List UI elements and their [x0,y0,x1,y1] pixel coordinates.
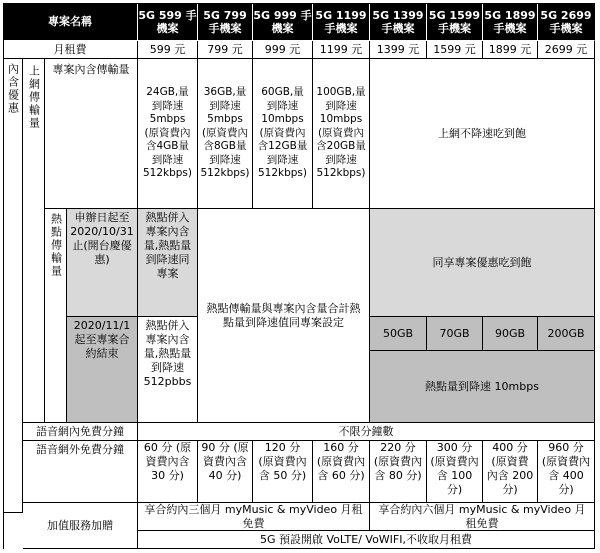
value-added-low: 享合約內三個月 myMusic & myVideo 月租免費 [138,503,370,531]
monthly-fee-1899: 1899 元 [483,41,538,59]
monthly-fee-799: 799 元 [198,41,253,59]
header-plan-599: 5G 599 手機案 [138,3,198,41]
header-plan-1399: 5G 1399 手機案 [370,3,427,41]
hotspot-high-quota-1599: 70GB [427,317,483,351]
voice-off-net-999: 120 分 (原資費內含 50 分) [253,441,313,503]
value-added-label: 加值服務加贈 [23,503,138,549]
voice-off-net-label: 語音網外免費分鐘 [23,441,138,503]
monthly-fee-999: 999 元 [253,41,313,59]
header-plan-1199: 5G 1199 手機案 [313,3,370,41]
hotspot-high-quota-2699: 200GB [538,317,595,351]
internet-transfer-label [23,59,45,423]
hotspot-high-quota-1399: 50GB [370,317,427,351]
in-contract-offer-label [3,59,23,513]
hotspot-period2-low: 熱點併入專案內含量,熱點量到降速512pbbs [138,317,198,423]
voice-off-net-1399: 220 分 (原資費內含 80 分) [370,441,427,503]
in-contract-offer-text: 內含優惠 [6,63,20,115]
hotspot-period1-label: 申辦日起至2020/10/31止(開台慶優惠) [67,209,138,317]
monthly-fee-599: 599 元 [138,41,198,59]
in-plan-data-label: 專案內含傳輸量 [45,59,138,209]
monthly-fee-1399: 1399 元 [370,41,427,59]
voice-off-net-1599: 300 分 (原資費內含 100 分) [427,441,483,503]
header-plan-1899: 5G 1899 手機案 [483,3,538,41]
header-plan-1599: 5G 1599 手機案 [427,3,483,41]
voice-off-net-599: 60 分 (原資費內含 30 分) [138,441,198,503]
header-project-name: 專案名稱 [3,3,138,41]
voice-off-net-1899: 400 分 (原資費內含 200 分) [483,441,538,503]
hotspot-high-throttle: 熱點量到降速 10mbps [370,351,595,423]
header-plan-2699: 5G 2699 手機案 [538,3,595,41]
monthly-fee-label: 月租費 [3,41,138,59]
internet-transfer-text: 上網傳輸量 [27,65,41,130]
hotspot-high-unlimited: 同享專案優惠吃到飽 [370,209,595,317]
data-quota-999: 60GB,量到降速10mbps (原資費內含12GB量到降速512kbps) [253,59,313,209]
hotspot-data-label [45,209,67,423]
value-added-high: 享合約內六個月 myMusic & myVideo 月租免費 [370,503,595,531]
monthly-fee-1599: 1599 元 [427,41,483,59]
voice-on-net-value: 不限分鐘數 [138,423,595,441]
data-quota-599: 24GB,量到降速5mbps (原資費內含4GB量到降速512kbps) [138,59,198,209]
hotspot-data-text: 熱點傳輸量 [49,213,63,278]
hotspot-mid-plans: 熱點傳輸量與專案內含量合計熱點量到降速值同專案設定 [198,209,370,423]
value-added-volte: 5G 預設開啟 VoLTE/ VoWIFI,不收取月租費 [138,531,595,549]
header-plan-799: 5G 799 手機案 [198,3,253,41]
header-plan-999: 5G 999 手機案 [253,3,313,41]
plan-comparison-table [3,3,595,549]
hotspot-period2-label: 2020/11/1起至專案合約結束 [67,317,138,423]
monthly-fee-1199: 1199 元 [313,41,370,59]
voice-off-net-2699: 960 分 (原資費內含 400 分) [538,441,595,503]
data-quota-1199: 100GB,量到降速10mbps (原資費內含20GB量到降速512kbps) [313,59,370,209]
hotspot-high-quota-1899: 90GB [483,317,538,351]
monthly-fee-2699: 2699 元 [538,41,595,59]
data-quota-unlimited: 上網不降速吃到飽 [370,59,595,209]
voice-on-net-label: 語音網內免費分鐘 [23,423,138,441]
hotspot-period1-low: 熱點併入專案內含量,熱點量到降速同專案 [138,209,198,317]
data-quota-799: 36GB,量到降速5mbps (原資費內含8GB量到降速512kbps) [198,59,253,209]
voice-off-net-1199: 160 分 (原資費內含 60 分) [313,441,370,503]
voice-off-net-799: 90 分 (原資費內含 40 分) [198,441,253,503]
